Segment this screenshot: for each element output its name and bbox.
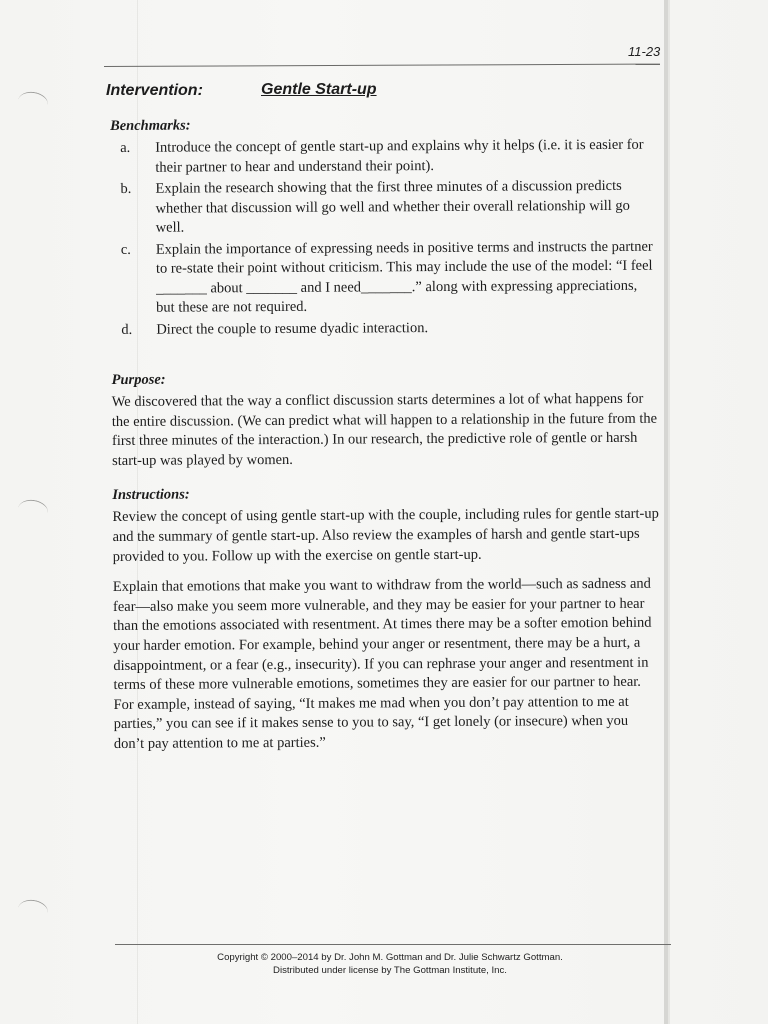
benchmark-letter: d.: [121, 321, 133, 338]
intervention-label: Intervention:: [106, 82, 203, 99]
copyright-line: Copyright © 2000–2014 by Dr. John M. Gottman and Dr. Julie Schwartz Gottman.: [217, 952, 563, 963]
benchmark-item: [110, 136, 662, 178]
benchmarks-heading: Benchmarks:: [110, 117, 191, 134]
benchmark-item: [111, 237, 663, 318]
benchmark-text: Explain the research showing that the first three minutes of a discussion predicts whether that discussion will go well and whether their overall relationship will go well.: [155, 177, 630, 236]
page-edge-highlight: [668, 0, 670, 1024]
license-line: Distributed under license by The Gottman Institute, Inc.: [273, 964, 507, 976]
binder-hole-mark: [16, 90, 49, 116]
benchmark-item: [110, 177, 662, 239]
purpose-heading: Purpose:: [111, 371, 166, 388]
benchmarks-list: [110, 136, 663, 340]
header-rule: [104, 64, 660, 67]
instructions-paragraph: Review the concept of using gentle start-up with the couple, including rules for gentle start-up and the summary of gentle start-up. Also review the examples of harsh and gentle start-ups provided to you. Follow up with the exercise on gentle start-up.: [112, 506, 659, 565]
benchmark-letter: b.: [120, 180, 132, 197]
binder-hole-mark: [16, 898, 49, 924]
benchmark-text: Explain the importance of expressing needs in positive terms and instructs the partner to re-state their point without criticism. This may include the use of the model: “I feel _______ about _______ and I need_______.” along with expressing appreciations, but these are not required.: [155, 238, 653, 316]
instructions-heading: Instructions:: [112, 486, 190, 504]
binder-hole-mark: [16, 498, 49, 524]
benchmark-letter: a.: [120, 139, 131, 156]
benchmark-text: Direct the couple to resume dyadic interaction.: [156, 319, 429, 338]
instructions-paragraph: Explain that emotions that make you want to withdraw from the world—such as sadness and fear—also make you seem more vulnerable, and they may be easier for your partner to hear than the emotions associated with resentment. At times there may be a softer emotion behind your harder emotion. For example, behind your anger or resentment, there may be a hurt, a disappointment, or a fear (e.g., insecurity). If you can rephrase your anger and resentment in terms of these more vulnerable emotions, sometimes they are easier for our partner to hear. For example, instead of saying, “It makes me mad when you don’t pay attention to me at parties,” you can see if it makes sense to you to say, “I get lonely (or insecure) when you don’t pay attention to me at parties.”: [112, 575, 652, 752]
benchmark-letter: c.: [120, 241, 131, 258]
benchmark-item: [111, 317, 663, 340]
intervention-title: Gentle Start-up: [261, 81, 377, 98]
main-content: [110, 115, 666, 755]
spacer: [111, 339, 663, 372]
page-number: 11-23: [628, 44, 661, 59]
footer-rule: [115, 944, 671, 945]
benchmark-text: Introduce the concept of gentle start-up and explains why it helps (i.e. it is easier for their partner to hear and understand their point).: [155, 136, 644, 176]
purpose-paragraph: We discovered that the way a conflict discussion starts determines a lot of what happens for the entire discussion. (We can predict what will happen to a relationship in the future from the first three minutes of the interaction.) In our research, the predictive role of gentle or harsh start-up was played by women.: [111, 390, 658, 469]
footer: [140, 952, 640, 977]
